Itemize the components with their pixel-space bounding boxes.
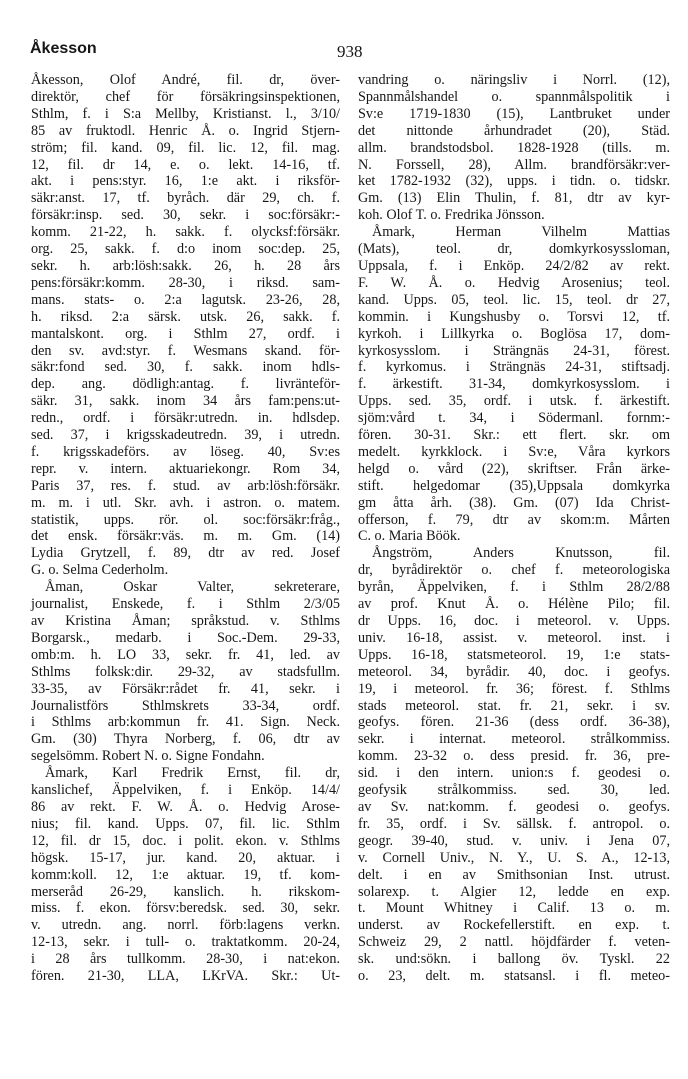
right-column bbox=[358, 72, 670, 985]
text-line: helgd o. vård (22), skriftser. Från ärke- bbox=[358, 460, 670, 477]
text-line: Sthlm, f. i S:a Mellby, Kristianst. l., 3/10/ bbox=[31, 105, 340, 122]
text-line: f. krigsskadeförs. av löseg. 40, Sv:es bbox=[31, 443, 340, 460]
text-line: v. utredn. ang. norrl. förb:lagens verkn. bbox=[31, 917, 340, 934]
text-line: den sv. avd:styr. f. Wesmans skand. för- bbox=[31, 342, 340, 359]
left-column bbox=[31, 72, 340, 985]
text-line: delt. i en av Smithsonian Inst. utrust. bbox=[358, 866, 670, 883]
text-line: komm:koll. 12, 1:e aktuar. 19, tf. kom- bbox=[31, 866, 340, 883]
text-line: Upps. 16-18, statsmeteorol. 19, 1:e stats- bbox=[358, 646, 670, 663]
text-line: merseråd 26-29, kanslich. h. rikskom- bbox=[31, 883, 340, 900]
text-line: allm. brandstodsbol. 1828-1928 (tills. m. bbox=[358, 139, 670, 156]
text-line: omb:m. h. LO 33, sekr. fr. 41, led. av bbox=[31, 646, 340, 663]
text-line: sed. 37, i krigsskadeutredn. 39, i utredn. bbox=[31, 427, 340, 444]
text-line: kommin. i Kungshusby o. Torsvi 12, tf. bbox=[358, 308, 670, 325]
text-line: o. 23, delt. m. statsansl. i fl. meteo- bbox=[358, 968, 670, 985]
text-line: journalist, Enskede, f. i Sthlm 2/3/05 bbox=[31, 596, 340, 613]
text-line: av Kristina Åman; språkstud. v. Sthlms bbox=[31, 613, 340, 629]
text-line: säkr:fond sed. 30, f. sakk. inom hdls- bbox=[31, 359, 340, 376]
text-line: Spannmålshandel o. spannmålspolitik i bbox=[358, 88, 670, 105]
text-line: av prof. Knut Å. o. Hélène Pilo; fil. bbox=[358, 596, 670, 613]
text-line: pens:försäkr:komm. 28-30, i riksd. sam- bbox=[31, 274, 340, 291]
text-line: Upps. sed. 35, ordf. i utsk. f. ärkestift. bbox=[358, 393, 670, 410]
text-line: f. kyrkomus. i Strängnäs 24-31, stiftsadj. bbox=[358, 359, 670, 376]
entry-heading: Åmark, Karl Fredrik Ernst, fil. dr, bbox=[45, 765, 340, 782]
text-line: säkr:anst. 17, tf. byråch. där 29, ch. f. bbox=[31, 190, 340, 207]
text-line: fr. 35, ordf. i Sv. sällsk. f. antropol. o. bbox=[358, 815, 670, 832]
text-line: Journalistförs Sthlmskrets 33-34, ordf. bbox=[31, 697, 340, 714]
text-line: Sv:e 1719-1830 (15), Lantbruket under bbox=[358, 105, 670, 122]
text-line: 12-13, sekr. i tull- o. traktatkomm. 20-24, bbox=[31, 934, 340, 951]
text-line: sk. und:sökn. i ballong öv. Tyskl. 22 bbox=[358, 951, 670, 968]
text-line: 33-35, av Försäkr:rådet fr. 41, sekr. i bbox=[31, 680, 340, 697]
text-line: v. Cornell Univ., N. Y., U. S. A., 12-13, bbox=[358, 849, 670, 866]
text-line: solarexp. t. Algier 12, ledde en exp. bbox=[358, 883, 670, 900]
text-line: kanslichef, Äppelviken, f. i Enköp. 14/4/ bbox=[31, 782, 340, 799]
text-line: t. Mount Whitney i Calif. 13 o. m. bbox=[358, 900, 670, 917]
text-line: stift. helgedomar (35),Uppsala domkyrka bbox=[358, 477, 670, 494]
text-line: dr Upps. 16, doc. i meteorol. v. Upps. bbox=[358, 613, 670, 629]
text-line: G. o. Selma Cederholm. bbox=[31, 562, 169, 579]
text-line: Paris 37, res. f. stud. av arb:lösh:försäkr. bbox=[31, 477, 340, 494]
text-line: Uppsala, f. i Enköp. 24/2/82 av rekt. bbox=[358, 257, 670, 274]
text-line: mantalskont. org. i Sthlm 27, ordf. i bbox=[31, 325, 340, 342]
text-line: f. ärkestift. 31-34, domkyrkosysslom. i bbox=[358, 376, 670, 393]
text-line: koh. Olof T. o. Fredrika Jönsson. bbox=[358, 207, 545, 224]
text-line: Sthlms folksk:dir. 29-32, av stadsfullm. bbox=[31, 663, 340, 680]
text-line: F. W. Å. o. Hedvig Arosenius; teol. bbox=[358, 274, 670, 291]
text-line: sid. i den intern. union:s f. geodesi o. bbox=[358, 765, 670, 782]
text-line: ket 1782-1932 (32), upps. i tidn. o. tidskr. bbox=[358, 173, 670, 190]
text-line: nius; fil. kand. Upps. 07, fil. lic. Sthlm bbox=[31, 815, 340, 832]
entry-heading: Åmark, Herman Vilhelm Mattias bbox=[372, 224, 670, 241]
text-line: repr. v. intern. aktuariekongr. Rom 34, bbox=[31, 460, 340, 477]
text-line: N. Forssell, 28), Allm. brandförsäkr:ver- bbox=[358, 156, 670, 173]
text-line: av Sv. nat:komm. f. geodesi o. geofys. bbox=[358, 798, 670, 815]
text-line: fören. 30-31. Skr.: ett flert. skr. om bbox=[358, 427, 670, 444]
text-line: komm. 21-22, h. sakk. f. olycksf:försäkr. bbox=[31, 224, 340, 241]
text-line: statistik, upps. rör. ol. soc:försäkr:fråg., bbox=[31, 511, 340, 528]
text-line: vandring o. näringsliv i Norrl. (12), bbox=[358, 72, 670, 88]
running-head: Åkesson bbox=[30, 40, 97, 57]
text-line: medelt. kyrkklock. i Sv:e, Våra kyrkors bbox=[358, 443, 670, 460]
text-line: direktör, chef för försäkringsinspektionen, bbox=[31, 88, 340, 105]
text-line: 85 av fruktodl. Henric Å. o. Ingrid Stjern- bbox=[31, 122, 340, 139]
text-line: stads meteorol. stat. fr. 21, sekr. i sv. bbox=[358, 697, 670, 714]
text-line: akt. i pens:styr. 16, 1:e akt. i riksför- bbox=[31, 173, 340, 190]
text-line: Schweiz 29, 2 nattl. höjdfärder f. veten- bbox=[358, 934, 670, 951]
text-line: redn., ordf. i försäkr:utredn. in. hdlsdep. bbox=[31, 410, 340, 427]
page-number: 938 bbox=[337, 42, 363, 61]
text-line: högsk. 15-17, jur. kand. 20, aktuar. i bbox=[31, 849, 340, 866]
text-line: dep. ang. dödligh:antag. f. livränteför- bbox=[31, 376, 340, 393]
text-line: segelsömm. Robert N. o. Signe Fondahn. bbox=[31, 748, 265, 765]
text-line: kand. Upps. 05, teol. lic. 15, teol. dr 27, bbox=[358, 291, 670, 308]
text-line: kyrkosysslom. i Strängnäs 24-31, förest. bbox=[358, 342, 670, 359]
text-line: Borgarsk., medarb. i Soc.-Dem. 29-33, bbox=[31, 629, 340, 646]
text-line: geogr. 39-40, stud. v. univ. i Jena 07, bbox=[358, 832, 670, 849]
text-line: fören. 21-30, LLA, LKrVA. Skr.: Ut- bbox=[31, 968, 340, 985]
text-line: Gm. (30) Thyra Norberg, f. 06, dtr av bbox=[31, 731, 340, 748]
text-line: i Sthlms arb:kommun fr. 41. Sign. Neck. bbox=[31, 714, 340, 731]
text-line: i 28 års tullkomm. 28-30, i nat:ekon. bbox=[31, 951, 340, 968]
text-line: Gm. (13) Elin Thulin, f. 81, dtr av kyr- bbox=[358, 190, 670, 207]
text-line: sekr. h. arb:lösh:sakk. 26, h. 28 års bbox=[31, 257, 340, 274]
text-line: 12, fil. dr 14, e. o. lekt. 14-16, tf. bbox=[31, 156, 340, 173]
text-line: försäkr:insp. sed. 30, sekr. i soc:försäkr:- bbox=[31, 207, 340, 224]
entry-heading: Ångström, Anders Knutsson, fil. bbox=[372, 545, 670, 562]
text-line: org. 25, sakk. f. d:o inom soc:dep. 25, bbox=[31, 241, 340, 258]
text-line: säkr. 31, sakk. inom 34 års fam:pens:ut- bbox=[31, 393, 340, 410]
text-line: meteorol. 34, byrådir. 40, doc. i geofys. bbox=[358, 663, 670, 680]
text-line: 12, fil. dr 15, doc. i polit. ekon. v. Sthlms bbox=[31, 832, 340, 849]
text-line: det nittonde århundradet (20), Städ. bbox=[358, 122, 670, 139]
text-line: sekr. i internat. meteorol. strålkommiss. bbox=[358, 731, 670, 748]
text-line: geofysik strålkommiss. sed. 30, led. bbox=[358, 782, 670, 799]
text-line: mans. stats- o. 2:a lagutsk. 23-26, 28, bbox=[31, 291, 340, 308]
text-line: miss. f. ekon. försv:beredsk. sed. 30, sekr. bbox=[31, 900, 340, 917]
text-line: komm. 23-32 o. dess presid. fr. 36, pre- bbox=[358, 748, 670, 765]
text-line: C. o. Maria Böök. bbox=[358, 528, 461, 545]
text-line: 86 av rekt. F. W. Å. o. Hedvig Arose- bbox=[31, 798, 340, 815]
text-line: univ. 16-18, assist. v. meteorol. inst. i bbox=[358, 629, 670, 646]
text-line: underst. av Rockefellerstift. en exp. t. bbox=[358, 917, 670, 934]
text-line: Lydia Grytzell, f. 89, dtr av red. Josef bbox=[31, 545, 340, 562]
text-line: kyrkoh. i Lillkyrka o. Boglösa 17, dom- bbox=[358, 325, 670, 342]
text-line: h. riksd. 2:a särsk. utsk. 26, sakk. f. bbox=[31, 308, 340, 325]
text-line: ström; fil. kand. 09, fil. lic. 12, fil. mag. bbox=[31, 139, 340, 156]
text-line: geofys. fören. 21-36 (dess ordf. 36-38), bbox=[358, 714, 670, 731]
text-line: Åkesson, Olof André, fil. dr, över- bbox=[31, 72, 340, 88]
entry-heading: Åman, Oskar Valter, sekreterare, bbox=[45, 579, 340, 596]
text-line: det ensk. försäkr:väs. m. m. Gm. (14) bbox=[31, 528, 340, 545]
text-line: gm åtta årh. (38). Gm. (07) Ida Christ- bbox=[358, 494, 670, 511]
text-line: byrån, Äppelviken, f. i Sthlm 28/2/88 bbox=[358, 579, 670, 596]
text-line: 19, i meteorol. fr. 36; förest. f. Sthlms bbox=[358, 680, 670, 697]
text-line: m. m. i utl. Skr. avh. i astron. o. matem. bbox=[31, 494, 340, 511]
text-line: (Mats), teol. dr, domkyrkosyssloman, bbox=[358, 241, 670, 258]
text-line: offerson, f. 79, dtr av skom:m. Mårten bbox=[358, 511, 670, 528]
text-line: sjöm:vård t. 34, i Södermanl. fornm:- bbox=[358, 410, 670, 427]
text-line: dr, byrådirektör o. chef f. meteorologiska bbox=[358, 562, 670, 579]
